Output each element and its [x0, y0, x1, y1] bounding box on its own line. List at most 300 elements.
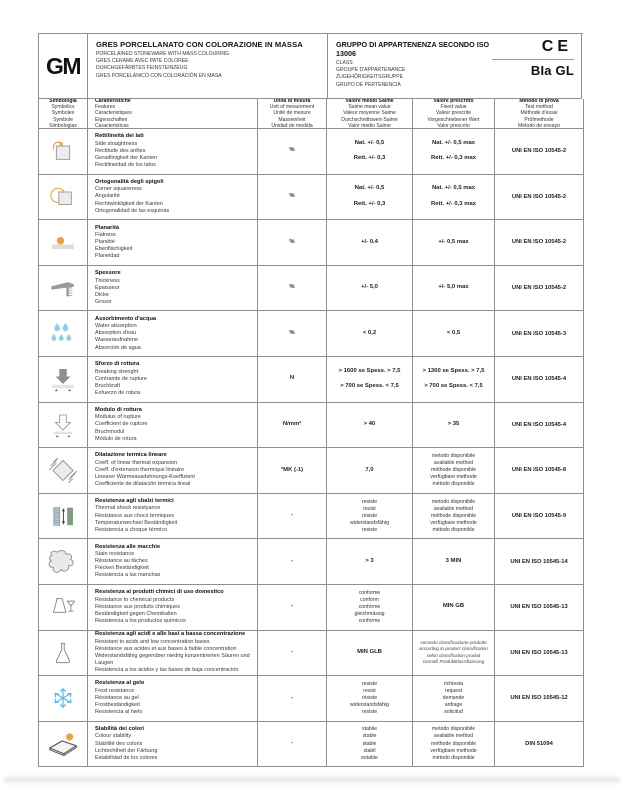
- feature-line: Resistant to acids and low concentration bases: [95, 638, 210, 645]
- feature-line: Resistance to chemical products: [95, 596, 175, 603]
- feature-line: Corner squareness: [95, 186, 142, 193]
- value-line: conforme: [358, 617, 381, 624]
- header-line: Simbologias: [49, 122, 77, 129]
- feature-cell: [88, 585, 258, 631]
- header-line: Caracteristiques: [95, 110, 132, 117]
- method-value: UNI EN ISO 10545-4: [511, 421, 567, 428]
- feature-line: Angularité: [95, 193, 120, 200]
- value-line: > 700 se Spess. < 7,5: [340, 383, 399, 390]
- method-cell: [495, 539, 584, 585]
- frost-icon: [39, 676, 88, 722]
- method-value: UNI EN ISO 10545-3: [511, 330, 567, 337]
- header-line: Valeur moyenne Saime: [343, 110, 396, 117]
- header-line: Symbolics: [51, 104, 75, 111]
- feature-line: Resistencia al hielo: [95, 709, 143, 716]
- header-line: Durchschnittswert-Saime: [341, 116, 398, 123]
- value-line: > 1300 se Spess. > 7,5: [422, 367, 485, 374]
- value-line: < 0,2: [362, 329, 377, 336]
- feature-cell: [88, 311, 258, 357]
- mean-value-cell: [327, 129, 413, 175]
- feature-cell: [88, 494, 258, 540]
- fixed-value-cell: [413, 266, 495, 312]
- value-line: método disponible: [432, 526, 475, 533]
- feature-line: Dicke: [95, 291, 109, 298]
- unit-cell: [258, 403, 327, 449]
- header-line: Valore medio Saime: [345, 99, 394, 104]
- header-line: Méthode d'essai: [520, 110, 558, 117]
- feature-line: Flecken Beständigkeit: [95, 565, 149, 572]
- feature-cell: [88, 266, 258, 312]
- header-line: Features: [95, 104, 116, 111]
- feature-line: Bruchmodul: [95, 428, 125, 435]
- unit-value: °MK (-1): [280, 466, 304, 473]
- feature-line: Epaisseur: [95, 284, 120, 291]
- feature-cell: [88, 129, 258, 175]
- feature-cell: [88, 175, 258, 221]
- header-line: Symboles: [51, 110, 75, 117]
- ce-divider: [492, 59, 574, 60]
- value-line: available method: [433, 733, 474, 740]
- product-subtitles: [96, 51, 319, 80]
- feature-line: Resistencia a los ácidos y las bases de baja concentración: [95, 667, 239, 674]
- feature-line: Ebenflächigkeit: [95, 246, 133, 253]
- feature-line: Frost resistance: [95, 687, 135, 694]
- stain-icon: [39, 539, 88, 585]
- feature-line: Water absorption: [95, 323, 137, 330]
- mean-value-cell: [327, 175, 413, 221]
- feature-line: Bruchkraft: [95, 382, 121, 389]
- header-line: Unit of mesurement: [269, 104, 315, 111]
- value-line: conforme: [358, 589, 381, 596]
- feature-line: Coefficient de rupture: [95, 421, 148, 428]
- method-value: UNI EN ISO 10545-9: [511, 513, 567, 520]
- spec-table: [38, 99, 583, 767]
- group-subtitle-line: GROUPE D'APPARTENANCE: [336, 67, 406, 74]
- fixed-value-cell: [413, 220, 495, 266]
- unit-cell: [258, 357, 327, 403]
- fixed-value-cell: [413, 722, 495, 768]
- value-line: estable: [361, 754, 378, 761]
- value-line: anfrage: [444, 701, 463, 708]
- feature-line: Rectilineidad de los latos: [95, 162, 156, 169]
- mean-value-cell: [327, 585, 413, 631]
- header-line: Unité de mesure: [273, 110, 311, 117]
- mean-value-cell: [327, 539, 413, 585]
- feature-line: Resistencia a las manchas: [95, 572, 161, 579]
- feature-line: Planeidad: [95, 253, 120, 260]
- unit-value: %: [289, 147, 295, 154]
- feature-line: Résistance aux produits chimiques: [95, 603, 180, 610]
- method-value: UNI EN ISO 10545-4: [511, 376, 567, 383]
- fixed-value-cell: [413, 357, 495, 403]
- unit-cell: [258, 220, 327, 266]
- header-line: Symbole: [53, 116, 73, 123]
- feature-cell: [88, 631, 258, 677]
- value-line: resiste: [361, 708, 378, 715]
- value-line: solicitud: [444, 708, 463, 715]
- feature-line: Linearer Wärmeausdehnungs-Koeffizient: [95, 474, 195, 481]
- header-line: Fixed value: [440, 104, 467, 111]
- feature-line: Resistenza alle macchie: [95, 543, 161, 550]
- value-line: stabile: [362, 726, 377, 733]
- value-line: Nat. +/- 0,5: [354, 185, 385, 192]
- mean-value-cell: [327, 220, 413, 266]
- flatness-icon: [39, 220, 88, 266]
- value-line: metodo disponibile: [431, 726, 476, 733]
- feature-line: Stabilità dei colori: [95, 726, 144, 733]
- mean-value-cell: [327, 311, 413, 357]
- page-bottom-shadow: [4, 777, 620, 786]
- value-line: résiste: [361, 694, 378, 701]
- feature-line: Spessore: [95, 270, 121, 277]
- method-cell: [495, 585, 584, 631]
- feature-line: Flatness: [95, 231, 116, 238]
- header-line: Prüfmethode: [524, 116, 554, 123]
- method-cell: [495, 676, 584, 722]
- method-cell: [495, 220, 584, 266]
- value-line: secondo classificazione prodotto: [420, 639, 487, 645]
- product-subtitle-line: DURCHGEFÄRBTES FEINSTEINZEUG: [96, 65, 188, 72]
- method-value: UNI EN ISO 10545-8: [511, 467, 567, 474]
- feature-line: Résistance aux chocs termiques: [95, 512, 175, 519]
- colour-stability-icon: [39, 722, 88, 768]
- value-line: +/- 5,0: [361, 284, 378, 291]
- water-absorption-icon: [39, 311, 88, 357]
- fixed-value-cell: [413, 494, 495, 540]
- method-cell: [495, 266, 584, 312]
- method-value: UNI EN ISO 10545-12: [510, 695, 568, 702]
- feature-line: Temperaturwechsel Beständigkeit: [95, 519, 178, 526]
- logo-box: [39, 34, 88, 99]
- unit-value: %: [289, 193, 295, 200]
- feature-line: Résistance au tâches: [95, 558, 148, 565]
- feature-cell: [88, 722, 258, 768]
- header-line: Unidad de medida: [271, 122, 313, 129]
- header-line: Masseinheit: [278, 116, 306, 123]
- feature-cell: [88, 539, 258, 585]
- fixed-value-cell: [413, 311, 495, 357]
- modulus-rupture-icon: [39, 403, 88, 449]
- fixed-value-cell: [413, 676, 495, 722]
- value-line: according to product classification: [419, 646, 488, 652]
- feature-line: Rectitude des arêtes: [95, 147, 146, 154]
- feature-line: Coeff. d'extension thermique linéaire: [95, 467, 185, 474]
- fixed-value-cell: [413, 539, 495, 585]
- header-line: Test method: [525, 104, 553, 111]
- value-line: selon classification produit: [426, 652, 481, 658]
- header-line: Simbologia: [49, 99, 77, 104]
- feature-line: Planarità: [95, 224, 120, 231]
- value-line: méthode disponible: [431, 512, 476, 519]
- unit-cell: [258, 585, 327, 631]
- fixed-value-cell: [413, 631, 495, 677]
- value-line: < 0,5: [446, 329, 461, 336]
- value-line: Gemäß Produktklassifizierung: [422, 659, 485, 665]
- mean-value-cell: [327, 403, 413, 449]
- ce-mark-icon: CE: [541, 38, 572, 55]
- value-line: resist: [363, 687, 376, 694]
- header-line: Valeur prescrite: [435, 110, 472, 117]
- value-line: 3 MIN: [445, 557, 462, 564]
- value-line: Rett. +/- 0,3 max: [430, 200, 477, 207]
- product-subtitle-line: GRES PORCELÁNICO CON COLORACIÓN EN MASA: [96, 72, 222, 79]
- method-value: UNI EN ISO 10545-14: [510, 558, 568, 565]
- method-cell: [495, 494, 584, 540]
- value-line: résiste: [361, 512, 378, 519]
- feature-line: Resistencia a los productos químicos: [95, 618, 186, 625]
- feature-line: Resistenza agli sbalzi termici: [95, 498, 174, 505]
- value-line: resist: [363, 505, 376, 512]
- class-code: BIa GL: [530, 63, 574, 78]
- method-value: UNI EN ISO 10545-2: [511, 285, 567, 292]
- method-cell: [495, 631, 584, 677]
- value-line: +/- 0,4: [361, 238, 378, 245]
- value-line: stable: [362, 740, 377, 747]
- squareness-icon: [39, 175, 88, 221]
- feature-line: Lichtechtheit der Färbung: [95, 747, 158, 754]
- value-line: método disponible: [432, 480, 475, 487]
- feature-line: Résistance aux acides et aux bases à faible concentration: [95, 645, 237, 652]
- breaking-strength-icon: [39, 357, 88, 403]
- value-line: 7,0: [365, 466, 374, 473]
- feature-line: Coefficiente de dilatación térmica lineal: [95, 481, 191, 488]
- value-line: método disponible: [432, 754, 475, 761]
- header-line: Unità di misura: [273, 99, 311, 104]
- group-title: GRUPPO DI APPARTENENZA SECONDO ISO 13006: [336, 40, 490, 58]
- value-line: MIN GLB: [357, 648, 382, 655]
- product-title-box: [88, 34, 328, 99]
- feature-line: Absorción de agua: [95, 344, 141, 351]
- method-cell: [495, 722, 584, 768]
- mean-value-cell: [327, 357, 413, 403]
- value-line: resiste: [361, 526, 378, 533]
- feature-cell: [88, 357, 258, 403]
- method-value: UNI EN ISO 10545-2: [511, 148, 567, 155]
- mean-value-cell: [327, 494, 413, 540]
- fixed-value-cell: [413, 129, 495, 175]
- value-line: Nat. +/- 0,5 max: [431, 139, 476, 146]
- feature-line: Contrainte de rupture: [95, 375, 147, 382]
- header-line: Metodo di prova: [519, 99, 559, 104]
- value-line: Nat. +/- 0,5: [354, 139, 385, 146]
- mean-value-cell: [327, 676, 413, 722]
- value-line: > 700 se Spess. < 7,5: [424, 383, 483, 390]
- feature-line: Resistencia a choque térmico: [95, 526, 168, 533]
- value-line: request: [444, 687, 463, 694]
- method-cell: [495, 175, 584, 221]
- feature-line: Grosor: [95, 298, 112, 305]
- value-line: available method: [433, 459, 474, 466]
- value-line: > 35: [447, 421, 460, 428]
- thermal-expansion-icon: [39, 448, 88, 494]
- method-value: UNI EN ISO 10545-2: [511, 239, 567, 246]
- value-line: widerstandsfähig: [350, 519, 389, 526]
- value-line: méthode disponible: [431, 740, 476, 747]
- unit-value: -: [291, 648, 293, 655]
- feature-line: Absorption d'eau: [95, 330, 137, 337]
- value-line: Rett. +/- 0,3 max: [430, 155, 477, 162]
- header-line: Valor medio Saime: [348, 122, 391, 129]
- header-line: Caracteristicas: [95, 122, 129, 129]
- value-line: stable: [362, 733, 377, 740]
- method-value: DIN 51094: [525, 741, 553, 748]
- spec-sheet: [38, 33, 583, 767]
- feature-line: Dilatazione termica lineare: [95, 452, 167, 459]
- feature-line: Breaking strenght: [95, 368, 139, 375]
- feature-line: Assorbimento d'acqua: [95, 315, 157, 322]
- fixed-value-cell: [413, 448, 495, 494]
- sheet-header: [38, 33, 583, 99]
- feature-line: Modulo di rottura: [95, 406, 142, 413]
- feature-line: Modulus of rupture: [95, 414, 141, 421]
- unit-value: %: [289, 284, 295, 291]
- value-line: richiesta: [443, 680, 464, 687]
- feature-line: Resistenza agli acidi e alle basi a bassa concentrazione: [95, 631, 246, 638]
- method-value: UNI EN ISO 10545-2: [511, 193, 567, 200]
- chemical-resistance-icon: [39, 585, 88, 631]
- column-header-1: [88, 99, 258, 129]
- thermal-shock-icon: [39, 494, 88, 540]
- thickness-icon: [39, 266, 88, 312]
- unit-value: -: [291, 512, 293, 519]
- fixed-value-cell: [413, 403, 495, 449]
- column-header-3: [327, 99, 413, 129]
- value-line: Nat. +/- 0,5 max: [431, 185, 476, 192]
- unit-value: -: [291, 740, 293, 747]
- value-line: verfügbare methode: [430, 747, 477, 754]
- feature-line: Frostbeständigkeit: [95, 702, 140, 709]
- feature-line: Rettilineità dei lati: [95, 133, 144, 140]
- method-value: UNI EN ISO 10545-13: [510, 649, 568, 656]
- method-cell: [495, 403, 584, 449]
- unit-cell: [258, 266, 327, 312]
- group-box: [328, 34, 582, 99]
- group-subtitle-line: CLASS: [336, 60, 353, 66]
- feature-line: Side straightness: [95, 140, 138, 147]
- mean-value-cell: [327, 448, 413, 494]
- header-line: Eigenschaften: [95, 116, 128, 123]
- value-line: resiste: [361, 680, 378, 687]
- unit-value: %: [289, 238, 295, 245]
- value-line: MIN GB: [442, 603, 465, 610]
- feature-line: Resistenza ai prodotti chimici di uso domestico: [95, 589, 224, 596]
- feature-line: Rechtwinkligkeit der Kanten: [95, 200, 163, 207]
- mean-value-cell: [327, 722, 413, 768]
- value-line: > 3: [365, 557, 374, 564]
- feature-cell: [88, 220, 258, 266]
- feature-line: Planéité: [95, 239, 115, 246]
- acid-flask-icon: [39, 631, 88, 677]
- feature-cell: [88, 676, 258, 722]
- feature-line: Thickness: [95, 277, 120, 284]
- value-line: +/- 5,0 max: [438, 284, 469, 291]
- unit-value: %: [289, 329, 295, 336]
- column-header-5: [495, 99, 584, 129]
- feature-line: Colour stability: [95, 733, 132, 740]
- fixed-value-cell: [413, 175, 495, 221]
- unit-cell: [258, 494, 327, 540]
- header-line: Caratteristiche: [95, 99, 131, 104]
- value-line: widerstandsfähig: [350, 701, 389, 708]
- feature-line: Résistance au gel: [95, 694, 139, 701]
- method-cell: [495, 129, 584, 175]
- value-line: metodo disponibile: [431, 452, 476, 459]
- brand-logo: GM: [45, 52, 81, 79]
- product-title: GRES PORCELLANATO CON COLORAZIONE IN MASSA: [96, 40, 303, 49]
- unit-cell: [258, 676, 327, 722]
- feature-line: Estabilidad de los colores: [95, 754, 158, 761]
- feature-line: Módulo de rotura: [95, 435, 137, 442]
- header-line: Valore prescritto: [433, 99, 474, 104]
- value-line: +/- 0,5 max: [438, 238, 469, 245]
- unit-value: N/mm²: [282, 421, 302, 428]
- value-line: verfügbare methode: [430, 519, 477, 526]
- unit-cell: [258, 722, 327, 768]
- unit-value: N: [289, 375, 295, 382]
- unit-cell: [258, 631, 327, 677]
- value-line: metodo disponibile: [431, 498, 476, 505]
- unit-cell: [258, 539, 327, 585]
- column-header-2: [258, 99, 327, 129]
- column-header-4: [413, 99, 495, 129]
- product-subtitle-line: GRES CERAME AVEC PATE COLOREE: [96, 58, 189, 65]
- unit-value: -: [291, 557, 293, 564]
- straightness-icon: [39, 129, 88, 175]
- value-line: stabil: [363, 747, 376, 754]
- unit-cell: [258, 175, 327, 221]
- feature-line: Geradlinigkeit der Kanten: [95, 155, 158, 161]
- column-header-0: [39, 99, 88, 129]
- feature-line: Thermal shock resistyance: [95, 505, 161, 512]
- unit-cell: [258, 311, 327, 357]
- group-subtitle-line: GRUPO DE PERTENENCIA: [336, 81, 401, 88]
- method-cell: [495, 357, 584, 403]
- value-line: verfügbare methode: [430, 473, 477, 480]
- header-line: Método de ensayo: [518, 122, 560, 129]
- mean-value-cell: [327, 266, 413, 312]
- value-line: > 1600 se Spess. > 7,5: [338, 367, 401, 374]
- method-cell: [495, 311, 584, 357]
- feature-line: Beständigkeit gegen Chemikalien: [95, 610, 177, 617]
- group-subtitle-line: ZUGEHÖRIGKEITSGRUPPE: [336, 74, 404, 81]
- value-line: available method: [433, 505, 474, 512]
- header-line: Vorgeschriebener Wert: [427, 116, 480, 123]
- value-line: > 40: [363, 421, 376, 428]
- value-line: conforme: [358, 603, 381, 610]
- value-line: resiste: [361, 498, 378, 505]
- value-line: méthode disponible: [431, 466, 476, 473]
- mean-value-cell: [327, 631, 413, 677]
- feature-line: Ortogonalidad de las esquinas: [95, 207, 170, 214]
- value-line: Rett. +/- 0,3: [353, 155, 386, 162]
- value-line: demande: [442, 694, 465, 701]
- header-line: Saime mean value: [348, 104, 391, 111]
- feature-line: Esfuerzo de rotura: [95, 390, 141, 397]
- unit-value: -: [291, 603, 293, 610]
- feature-cell: [88, 448, 258, 494]
- feature-line: Coeff. of linear thermal expansion: [95, 459, 178, 466]
- unit-cell: [258, 448, 327, 494]
- value-line: conform: [360, 596, 379, 603]
- value-line: Rett. +/- 0,3: [353, 200, 386, 207]
- fixed-value-cell: [413, 585, 495, 631]
- feature-line: Stabilité des coloris: [95, 740, 143, 747]
- feature-line: Widerstandsfähig gegenüber niedrig konzentrierten Säuren und Laugen: [95, 652, 250, 667]
- feature-line: Resistenza al gelo: [95, 680, 145, 687]
- unit-value: -: [291, 694, 293, 701]
- certification-block: [492, 38, 574, 78]
- unit-cell: [258, 129, 327, 175]
